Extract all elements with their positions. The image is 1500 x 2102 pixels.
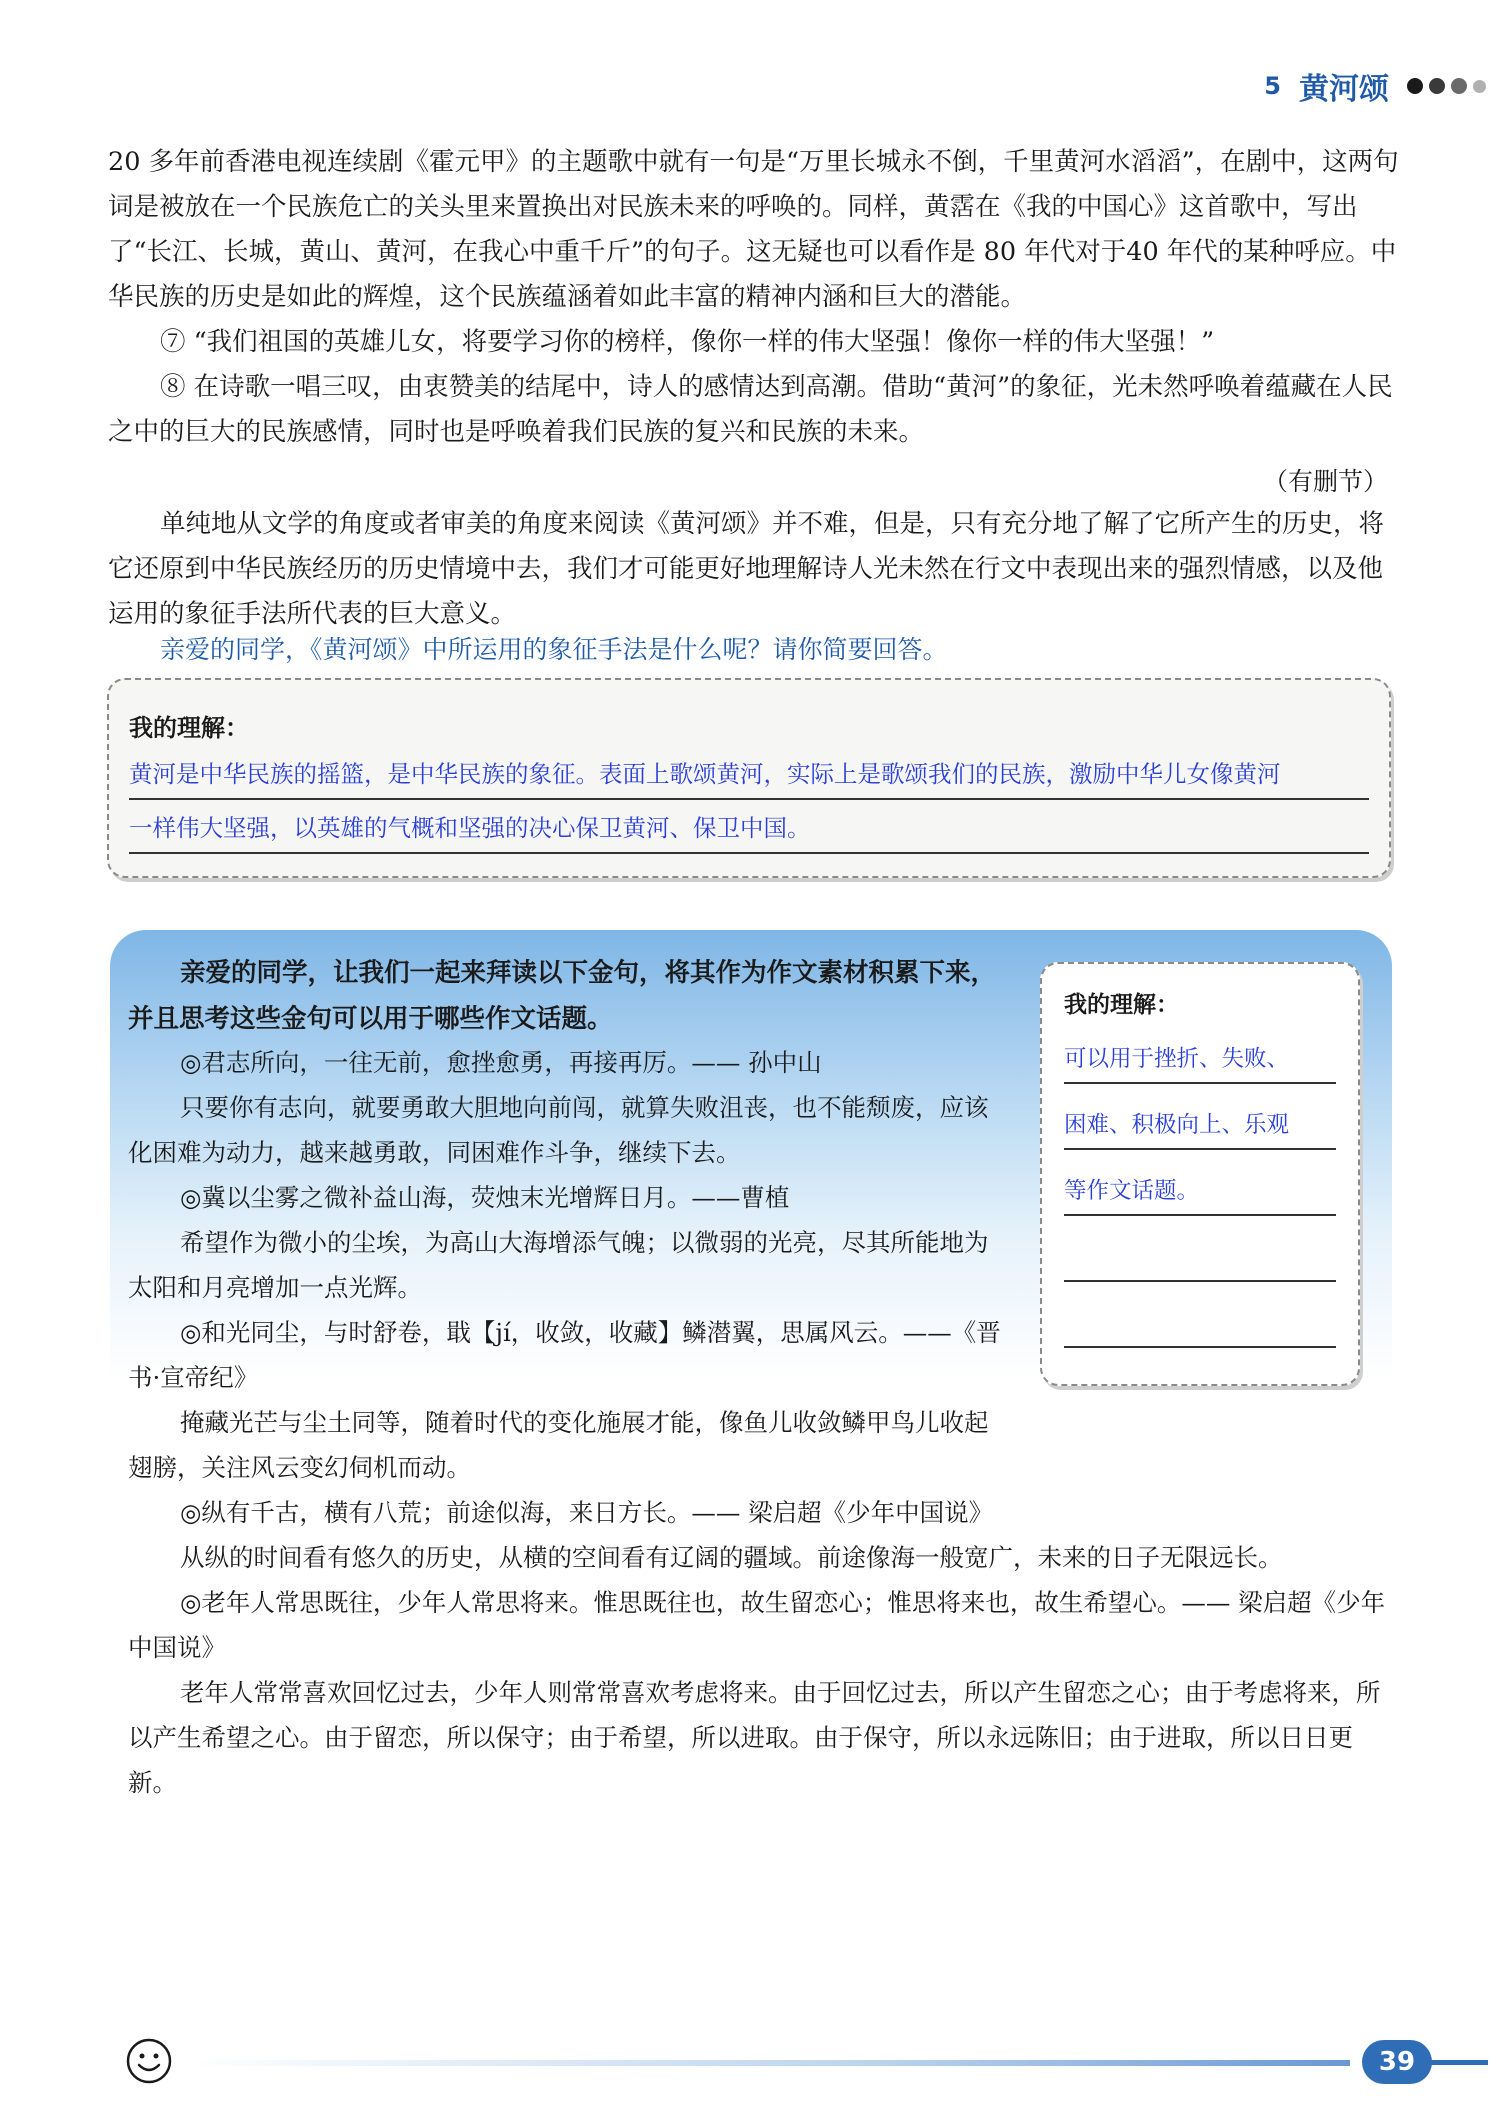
quote-2: ◎冀以尘雾之微补益山海，荧烛末光增辉日月。——曹植 [180, 1183, 790, 1212]
quotes-intro: 亲爱的同学，让我们一起来拜读以下金句，将其作为作文素材积累下来，并且思考这些金句可以用于哪些作文话题。 [128, 958, 997, 1034]
answer-box-label: 我的理解： [129, 714, 249, 742]
smiley-icon [124, 2036, 174, 2086]
answer-line-2[interactable]: 一样伟大坚强，以英雄的气概和坚强的决心保卫黄河、保卫中国。 [129, 804, 1369, 854]
side-answer-line-3[interactable]: 等作文话题。 [1064, 1168, 1336, 1216]
header-dots-icon [1407, 78, 1486, 94]
chapter-title: 黄河颂 [1299, 72, 1389, 107]
abridged-note: （有删节） [1262, 467, 1388, 496]
footer-tail [1428, 2060, 1488, 2065]
question-prompt: 亲爱的同学，《黄河颂》中所运用的象征手法是什么呢？请你简要回答。 [160, 635, 948, 664]
side-answer-line-4[interactable] [1064, 1234, 1336, 1282]
quote-5: ◎老年人常思既往，少年人常思将来。惟思既往也，故生留恋心；惟思将来也，故生希望心。—— 梁启超《少年中国说》 [128, 1588, 1386, 1662]
answer-line-1[interactable]: 黄河是中华民族的摇篮，是中华民族的象征。表面上歌颂黄河，实际上是歌颂我们的民族，激励中华儿女像黄河 [129, 750, 1369, 800]
footer-bar [190, 2060, 1350, 2066]
chapter-header [1264, 66, 1486, 106]
quote-1: ◎君志所向，一往无前，愈挫愈勇，再接再厉。—— 孙中山 [180, 1048, 822, 1077]
article-paragraph-7: ⑦ “我们祖国的英雄儿女，将要学习你的榜样，像你一样的伟大坚强！像你一样的伟大坚强！” [160, 327, 1215, 357]
page-number: 39 [1362, 2040, 1432, 2084]
side-answer-box [1040, 962, 1360, 1386]
chapter-number: 5 [1264, 72, 1281, 100]
article-paragraph: 20 多年前香港电视连续剧《霍元甲》的主题歌中就有一句是“万里长城永不倒，千里黄河水滔滔”，在剧中，这两句词是被放在一个民族危亡的关头里来置换出对民族未来的呼唤的。同样，黄霑在《我的中国心》这首歌中，写出了“长江、长城，黄山、黄河，在我心中重千斤”的句子。这无疑也可以看作是 80 年代对于40 年代的某种呼应。中华民族的历史是如此的辉煌，这个民族蕴涵着如此丰富的精神内涵和巨大的潜能。 [108, 147, 1399, 312]
side-answer-line-5[interactable] [1064, 1300, 1336, 1348]
article-paragraph-8: ⑧ 在诗歌一唱三叹，由衷赞美的结尾中，诗人的感情达到高潮。借助“黄河”的象征，光未然呼唤着蕴藏在人民之中的巨大的民族感情，同时也是呼唤着我们民族的复兴和民族的未来。 [108, 372, 1393, 447]
summary-paragraph: 单纯地从文学的角度或者审美的角度来阅读《黄河颂》并不难，但是，只有充分地了解了它所产生的历史，将它还原到中华民族经历的历史情境中去，我们才可能更好地理解诗人光未然在行文中表现出来的强烈情感，以及他运用的象征手法所代表的巨大意义。 [108, 509, 1385, 629]
quote-1-explanation: 只要你有志向，就要勇敢大胆地向前闯，就算失败沮丧，也不能颓废，应该化困难为动力，越来越勇敢，同困难作斗争，继续下去。 [128, 1093, 989, 1167]
side-answer-label: 我的理解： [1064, 992, 1179, 1018]
side-answer-line-2[interactable]: 困难、积极向上、乐观 [1064, 1102, 1336, 1150]
quote-2-explanation: 希望作为微小的尘埃，为高山大海增添气魄；以微弱的光亮，尽其所能地为太阳和月亮增加一点光辉。 [128, 1228, 989, 1302]
quote-3-explanation: 掩藏光芒与尘土同等，随着时代的变化施展才能，像鱼儿收敛鳞甲鸟儿收起翅膀，关注风云变幻伺机而动。 [128, 1408, 989, 1482]
quote-4-explanation: 从纵的时间看有悠久的历史，从横的空间看有辽阔的疆域。前途像海一般宽广，未来的日子无限远长。 [180, 1543, 1283, 1572]
answer-box [107, 678, 1391, 878]
quote-4: ◎纵有千古，横有八荒；前途似海，来日方长。—— 梁启超《少年中国说》 [180, 1498, 994, 1527]
quote-5-explanation: 老年人常常喜欢回忆过去，少年人则常常喜欢考虑将来。由于回忆过去，所以产生留恋之心；由于考虑将来，所以产生希望之心。由于留恋，所以保守；由于希望，所以进取。由于保守，所以永远陈旧；由于进取，所以日日更新。 [128, 1678, 1381, 1797]
side-answer-line-1[interactable]: 可以用于挫折、失败、 [1064, 1036, 1336, 1084]
quote-3: ◎和光同尘，与时舒卷，戢【jí，收敛，收藏】鳞潜翼，思属风云。——《晋书·宣帝纪》 [128, 1318, 1001, 1392]
